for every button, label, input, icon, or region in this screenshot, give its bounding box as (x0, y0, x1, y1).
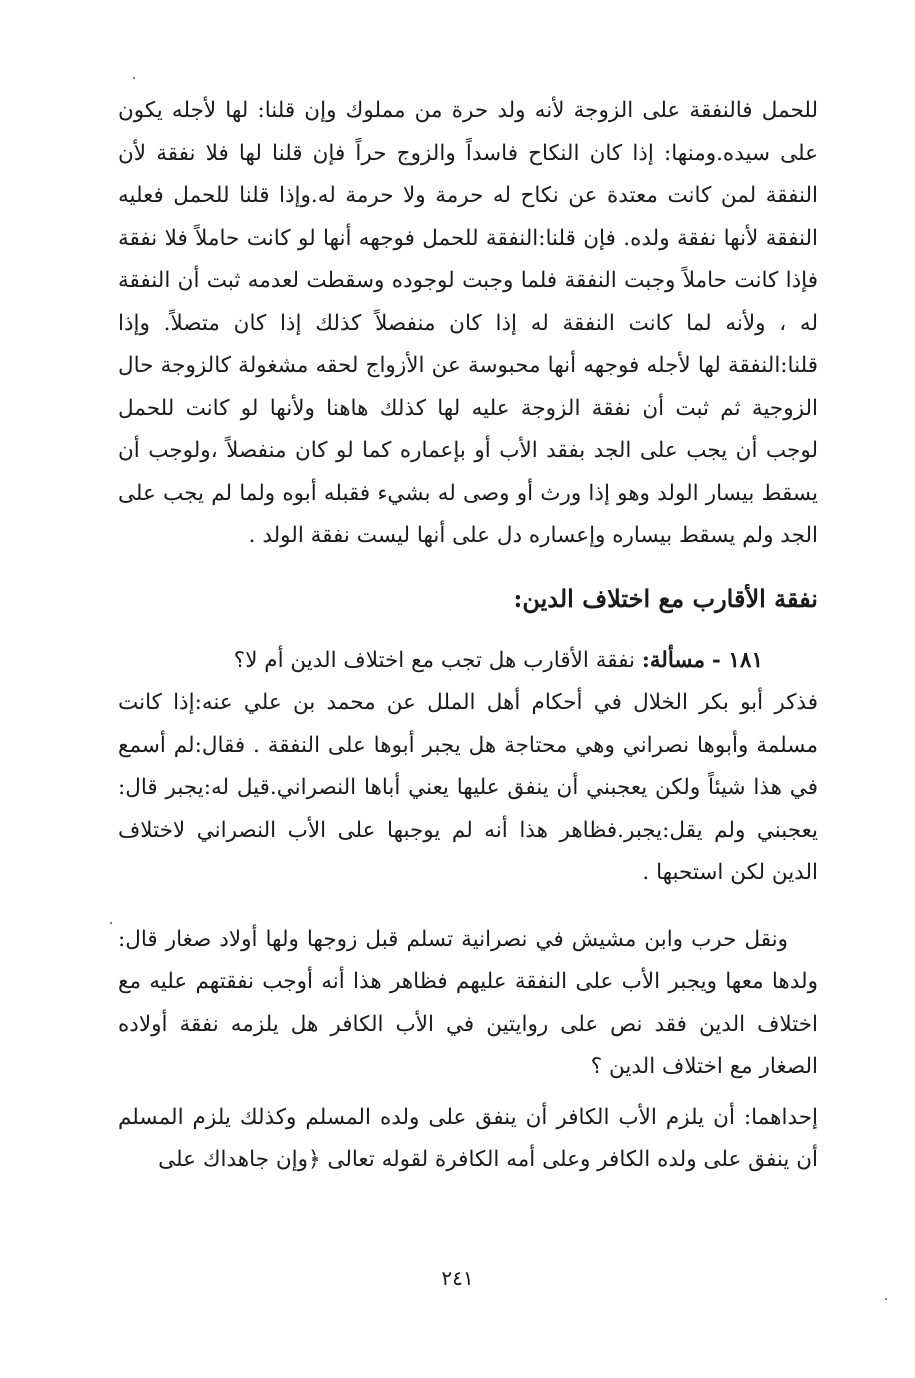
section-heading: نفقة الأقارب مع اختلاف الدين: (513, 583, 818, 613)
scan-speck-bottom (885, 1298, 887, 1300)
scan-speck-margin (110, 922, 112, 924)
page-body (118, 90, 818, 1182)
paragraph-maternity-support: للحمل فالنفقة على الزوجة لأنه ولد حرة من مملوك وإن قلنا: لها لأجله يكون على سيده.ومنها: إذا كان النكاح فاسداً والزوج حراً فإن قلنا لها فلا نفقة لأن النفقة لمن كانت معتدة عن نكاح له حرمة ولا حرمة له.وإذا قلنا للحمل فعليه النفقة لأنها نفقة ولده. فإن قلنا:النفقة للحمل فوجهه أنها لو كانت حاملاً فلا نفقة فإذا كانت حاملاً وجبت النفقة فلما وجبت لوجوده وسقطت لعدمه ثبت أن النفقة له ، ولأنه لما كانت النفقة له إذا كان منفصلاً كذلك إذا كان متصلاً. وإذا قلنا:النفقة لها لأجله فوجهه أنها محبوسة عن الأزواج لحقه مشغولة كالزوجة حال الزوجية ثم ثبت أن نفقة الزوجة عليه لها كذلك هاهنا ولأنها لو كانت للحمل لوجب أن يجب على الجد بفقد الأب أو بإعماره كما لو كان منفصلاً ،ولوجب أن يسقط بيسار الولد وهو إذا ورث أو وصى له بشيء فقبله أبوه ولما لم يجب على الجد ولم يسقط بيساره وإعساره دل على أنها ليست نفقة الولد . (118, 98, 818, 548)
issue-label: مسألة: (641, 647, 706, 673)
issue-text: نفقة الأقارب هل تجب مع اختلاف الدين أم لا؟ (233, 647, 635, 673)
scan-speck-top (133, 77, 135, 79)
issue-number: ١٨١ - (711, 647, 763, 673)
page-number: ٢٤١ (441, 1266, 474, 1290)
paragraph-harb-report: ونقل حرب وابن مشيش في نصرانية تسلم قبل زوجها ولها أولاد صغار قال: ولدها معها ويجبر الأب على النفقة عليهم فظاهر هذا أنه أوجب نفقتهم عليه مع اختلاف الدين فقد نص على روايتين في الأب الكافر هل يلزمه نفقة أولاده الصغار مع اختلاف الدين ؟ (118, 926, 818, 1079)
issue-statement (118, 640, 818, 683)
paragraph-first-narration: إحداهما: أن يلزم الأب الكافر أن ينفق على ولده المسلم وكذلك يلزم المسلم أن ينفق على ولده الكافر وعلى أمه الكافرة لقوله تعالى ﴿وإن جاهداك على (118, 1104, 818, 1172)
paragraph-khallal-report: فذكر أبو بكر الخلال في أحكام أهل الملل عن محمد بن علي عنه:إذا كانت مسلمة وأبوها نصراني وهي محتاجة هل يجبر أبوها على النفقة . فقال:لم أسمع في هذا شيئاً ولكن يعجبني أن ينفق عليها يعني أباها النصراني.قيل له:يجبر قال: يعجبني ولم يقل:يجبر.فظاهر هذا أنه لم يوجبها على الأب النصراني لاختلاف الدين لكن استحبها . (118, 690, 818, 885)
